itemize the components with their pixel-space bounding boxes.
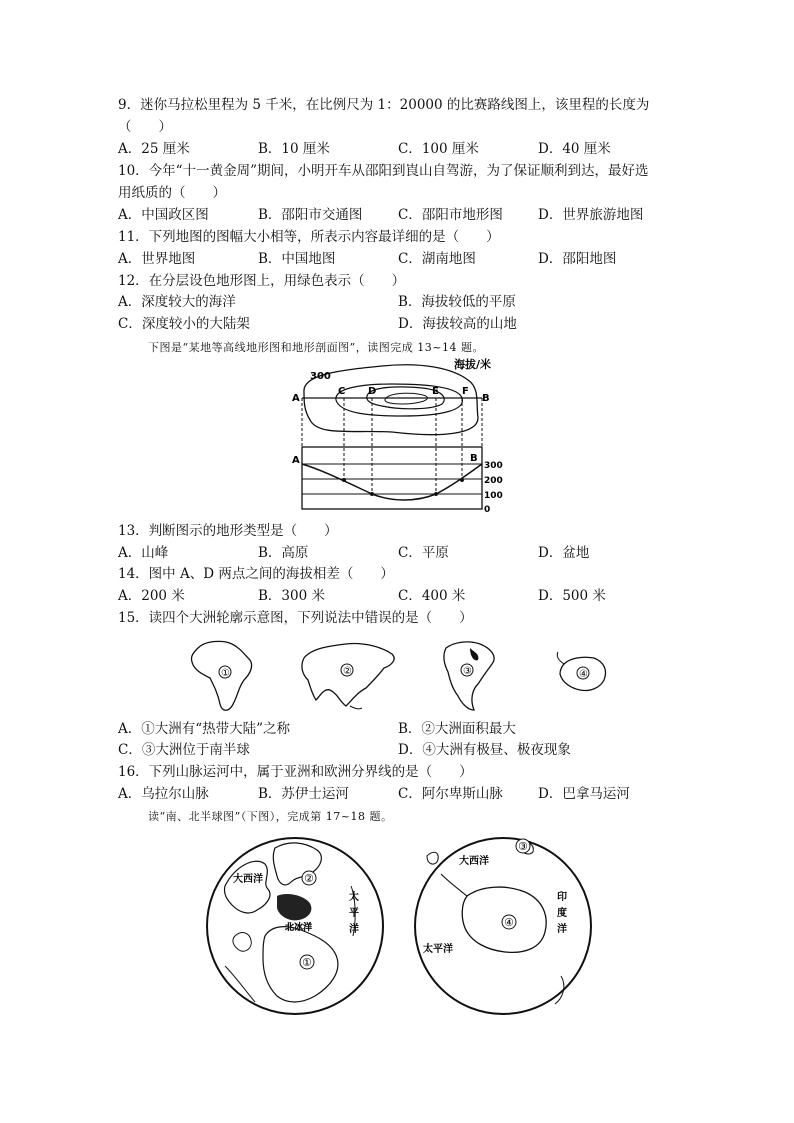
south-atlantic-label: 大西洋 xyxy=(459,856,489,867)
q15-option-c: C．③大洲位于南半球 xyxy=(118,742,250,758)
q15-option-d: D．④大洲有极昼、极夜现象 xyxy=(398,742,571,758)
q16-option-a: A．乌拉尔山脉 xyxy=(118,786,209,802)
q11-option-b: B．中国地图 xyxy=(258,251,336,267)
continent-outlines-figure xyxy=(180,630,620,720)
q13-option-d: D．盆地 xyxy=(538,545,590,561)
q10-stem-cont: 用纸质的（ ） xyxy=(118,185,226,201)
q16-option-b: B．苏伊士运河 xyxy=(258,786,349,802)
q12-option-c: C．深度较小的大陆架 xyxy=(118,316,250,332)
south-hemisphere xyxy=(415,838,591,1014)
north-atlantic-label: 大西洋 xyxy=(233,874,263,885)
q15-option-a: A．①大洲有“热带大陆”之称 xyxy=(118,721,291,737)
q14-option-c: C．400 米 xyxy=(398,588,466,604)
q16-option-d: D．巴拿马运河 xyxy=(538,786,630,802)
point-f: F xyxy=(462,386,469,397)
continent-mark-4: ④ xyxy=(579,669,588,680)
south-mark-4: ④ xyxy=(504,916,514,929)
profile-end-b: B xyxy=(470,453,478,464)
q13-option-c: C．平原 xyxy=(398,545,449,561)
y-tick-200: 200 xyxy=(484,476,503,486)
q14-option-a: A．200 米 xyxy=(118,588,185,604)
north-pacific-char-1: 太 xyxy=(349,892,359,903)
point-b-top: B xyxy=(482,393,490,404)
contour-profile-figure xyxy=(282,352,514,518)
north-pacific-char-2: 平 xyxy=(349,908,359,919)
altitude-axis-label: 海拔/米 xyxy=(454,358,492,371)
hemispheres-figure xyxy=(205,826,595,1026)
q14-option-d: D．500 米 xyxy=(538,588,606,604)
north-pacific-char-3: 洋 xyxy=(349,924,359,935)
q9-stem: 9．迷你马拉松里程为 5 千米，在比例尺为 1：20000 的比赛路线图上，该里程的长度为 xyxy=(118,97,650,113)
south-mark-3: ③ xyxy=(518,840,528,853)
q13-option-b: B．高原 xyxy=(258,545,309,561)
y-tick-100: 100 xyxy=(484,491,503,501)
q11-option-d: D．邵阳地图 xyxy=(538,251,617,267)
south-indian-char-1: 印 xyxy=(557,892,567,903)
figure1-intro: 下图是“某地等高线地形图和地形剖面图”，读图完成 13~14 题。 xyxy=(148,341,484,354)
q10-option-b: B．邵阳市交通图 xyxy=(258,207,363,223)
q14-option-b: B．300 米 xyxy=(258,588,325,604)
north-mark-2: ② xyxy=(304,872,314,885)
q10-option-d: D．世界旅游地图 xyxy=(538,207,644,223)
y-tick-300: 300 xyxy=(484,461,503,471)
q9-option-b: B．10 厘米 xyxy=(258,141,330,157)
point-c: C xyxy=(338,386,346,397)
q9-option-c: C．100 厘米 xyxy=(398,141,479,157)
q12-option-d: D．海拔较高的山地 xyxy=(398,316,517,332)
figure2-intro: 读“南、北半球图”（下图），完成第 17~18 题。 xyxy=(148,810,393,823)
continent-mark-2: ② xyxy=(343,666,352,677)
q9-stem-cont: （ ） xyxy=(118,119,172,135)
q11-option-c: C．湖南地图 xyxy=(398,251,476,267)
q14-stem: 14．图中 A、D 两点之间的海拔相差（ ） xyxy=(118,566,394,582)
south-pacific-label: 太平洋 xyxy=(423,944,453,955)
q12-option-a: A．深度较大的海洋 xyxy=(118,294,236,310)
q10-option-a: A．中国政区图 xyxy=(118,207,209,223)
q16-option-c: C．阿尔卑斯山脉 xyxy=(398,786,503,802)
point-a-top: A xyxy=(292,393,300,404)
q12-option-b: B．海拔较低的平原 xyxy=(398,294,516,310)
q15-stem: 15．读四个大洲轮廓示意图，下列说法中错误的是（ ） xyxy=(118,610,473,626)
q11-stem: 11．下列地图的图幅大小相等，所表示内容最详细的是（ ） xyxy=(118,229,500,245)
q9-option-a: A．25 厘米 xyxy=(118,141,190,157)
contour-middle xyxy=(336,384,463,416)
contour-label-300: 300 xyxy=(310,371,331,382)
north-mark-1: ① xyxy=(302,956,312,969)
q15-option-b: B．②大洲面积最大 xyxy=(398,721,516,737)
south-indian-char-3: 洋 xyxy=(557,924,567,935)
point-d: D xyxy=(368,386,377,397)
arctic-ocean-label: 北冰洋 xyxy=(285,923,313,933)
profile-end-a: A xyxy=(292,455,300,466)
q11-option-a: A．世界地图 xyxy=(118,251,196,267)
point-e: E xyxy=(432,386,439,397)
continent-mark-3: ③ xyxy=(463,666,472,677)
south-indian-char-2: 度 xyxy=(557,908,567,919)
q13-option-a: A．山峰 xyxy=(118,545,169,561)
q9-option-d: D．40 厘米 xyxy=(538,141,611,157)
q10-option-c: C．邵阳市地形图 xyxy=(398,207,503,223)
q13-stem: 13．判断图示的地形类型是（ ） xyxy=(118,523,338,539)
q12-stem: 12．在分层设色地形图上，用绿色表示（ ） xyxy=(118,273,406,289)
profile-curve xyxy=(302,464,482,500)
q10-stem: 10．今年“十一黄金周”期间，小明开车从邵阳到崀山自驾游，为了保证顺利到达，最好选 xyxy=(118,163,649,179)
q16-stem: 16．下列山脉运河中，属于亚洲和欧洲分界线的是（ ） xyxy=(118,764,473,780)
continent-mark-1: ① xyxy=(221,668,230,679)
north-hemisphere xyxy=(207,838,383,1014)
y-tick-0: 0 xyxy=(484,505,491,515)
